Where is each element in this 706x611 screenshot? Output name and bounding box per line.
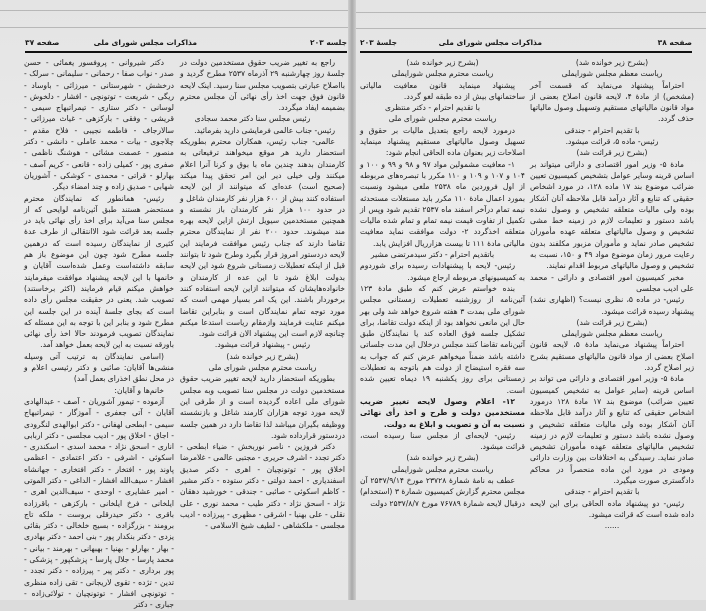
signature-line: با تقدیم احترام - جندقی bbox=[564, 487, 640, 497]
centered-line: (بشرح زیر خوانده شد) bbox=[406, 453, 479, 463]
scan-artifact-line bbox=[352, 28, 706, 29]
paragraph: درمورد لایحه راجع بتعدیل مالیات بر حقوق و تسهیل وصول مالیاتهای مستقیم پیشنهاد مینماید اصلاحات زیر بعنوان ماده الحاقی انجام شود: bbox=[360, 125, 525, 158]
scan-artifact-line bbox=[0, 27, 352, 28]
right-page bbox=[352, 0, 706, 600]
centered-line: (بشرح زیر قرائت شد) bbox=[576, 148, 648, 158]
signature-line: رئیس مجلس سنا دکتر محمد سجادی bbox=[194, 114, 311, 124]
text-column-left bbox=[360, 57, 525, 597]
paragraph: ۱- معافیت مشمولین مواد ۹۷ و ۹۸ و ۹۹ و ۱۰۰ و ۱۰۴ و ۱۰۷ و ۱۰۹ و ۱۱۰ مکرر با تبصره‌های مربوطه از اول فروردین ماه ۲۵۳۸ ملغی میشود ونسبت بمورد اعمال مادهٔ ۱۱۰ مکرر باید مستغلات مستحدثه نیمه تمام درآخر اسفند ماه ۲۵۳۷ تقدیم شود وپس از تکمیل از تفاوت قیمت نیمه تمام و تمام شده مالیات متعلقه اخذگردد ۲- دولت موافقت نماید معافیت مالیاتی مادهٔ ۱۱۱ تا بیست هزارریال افزایش یابد. bbox=[360, 159, 526, 248]
paragraph: پیشنهاد مینماید قانون معافیت مالیاتی ساختمانهای بیش از ده طبقه لغو گردد. bbox=[360, 80, 525, 101]
centered-line: ریاست معظم مجلس شورایملی bbox=[561, 329, 663, 339]
page-header bbox=[360, 38, 692, 50]
header-rule bbox=[360, 51, 692, 53]
page-header bbox=[25, 38, 347, 50]
centered-line: رئیس- ماده ۵، قرائت میشود. bbox=[565, 137, 659, 147]
header-rule bbox=[25, 51, 347, 53]
centered-line: ریاست معظم مجلس شورایملی bbox=[561, 69, 663, 79]
text-column-right bbox=[530, 57, 694, 597]
centered-line: رئیس - پیشنهاد قرائت میشود. bbox=[214, 340, 311, 350]
signature-line: باتقدیم احترام - دکتر سیدمرتضی مشیر bbox=[370, 250, 495, 260]
centered-line: ریاست محترم مجلس شورایملی bbox=[391, 464, 494, 474]
paragraph: رئیس- همانطور که نمایندگان محترم مستحضر هستند طبق آئین‌نامه لوایحی که از مجلس سنا می‌آید برای اخذ رأی نهائی باید در جلسه بعد قرائت شود الاانتقالی از طرف عدهٔ کثیری از نمایندگان رسیده است که درهمین جلسه مطرح شود چون این موضوع باز هم سابقه داشته‌است وعمل شده‌است آقایان و خانمها با این لایحه پیشنهاد موافقت میفرمایند خواهش میکنم قیام فرمایند (اکثر برخاستند) تصویب شد. یعنی در حقیقت مجلس رأی داده است که بجای جلسهٔ آینده در این جلسه این مطرح شود و بنابر این با توجه به این مسئله که نمایندگان تصویب فرمودند حالا اخذ رأی نهائی باورقه نسبت به این لایحه بعمل خواهد آمد. bbox=[24, 193, 174, 350]
paragraph: مادهٔ ۵- وزیر امور اقتصادی و دارائی می تواند بر اساس قرینه (سایر عوامل به تشخیص کمیسیون تعیین ضرائب) موضوع بند ۱۷ مادهٔ ۱۲۸ درمورد اشخاص حقیقی که تنابع و آثار درآمد قابل ملاحظه آنان آشکار بوده ولی مالیات متعلقه تشخیص و وصول نشده باشد دستور و تعلیمات لازم در زمینه تشخیص مالیاتهای متعلقه عهده مأموران تشخیص صادر نماید. رسیدگی به اختلافات بین وزارت دارائی ومودی در مورد این ماده منحصراً در محاکم دادگستری صورت میگیرد. bbox=[530, 374, 694, 485]
paragraph: آزموده - تیمور آشوریان - آصف - عبدالهادی آقایان - آتی جعفری - آموزگار - تیمراتبهاج سیمی - ابطحی لهفانی - دکتر ابوالهدی لنگرودی - اجاق - اخلاق پور - ادیب مجلسی - دکتر اربابی اناری - اسحق نژاد - محمد اسدی - اسکندری - اسکوئی - اشرفی - دکتر اعتمادی - اعظمی پاوند پور - افتخار - دکتر افتخاری - جهانشاه افشار - سیف‌الله افشار - الداغی - دکتر الموتی - امیر عشایری - اوحدی - سیف‌الدین اهری - ایلخانی - فرخ ایلخانی - بارکزهی - باقرزاده باقری - دکتر حیدرقلی بروست - ملکه تاج برومند - بزرگزاده - بسیج خلخالی - دکتر بقائی یزدی - دکتر بنکدار پور - بنی احمد - دکتر بهادری - بهار - بهارلو - بهنیا - بهبهانی - بهرمند - بیانی - محمد پارسا - جلال پارسا - پزشکپور - پزشکی - پور برداری - دکتر پیر - پیرزاده - دکتر تجدد - تدین - تژده - تقوی لاریجانی - تقی زاده منظری - توتونچی افشار - توتونچیان - تولائی‌زاده - جباری - دکتر bbox=[24, 396, 174, 610]
paragraph: بطوریکه استحضار دارید لایحه تغییر ضریب حقوق مستخدمین دولت در مجلس سنا تصویب وبه مجلس شورای ملی اعاده گردیده است و از طرفی این لایحه مورد توجه هزاران کارمند شاغل و بازنشسته ووظیفه بگیران میباشد لذا تقاضا دارد در همین جلسه دردستور قرارداده شود. bbox=[180, 374, 345, 440]
session-number: جلسهٔ ۲۰۳ bbox=[360, 38, 397, 47]
centered-line: (بشرح زیر قرائت شد) bbox=[576, 317, 648, 327]
paragraph: مادهٔ ۵- وزیر امور اقتصادی و دارائی میتواند بر اساس قرینه وسایر عوامل بتشخیص کمیسیون تعیین ضرائب موضوع بند ۱۷ ماده ۱۲۸، در مورد اشخاص حقیقی که تنابع و آثار درآمد قابل ملاحظه آنان آشکار بوده ولی مالیات متعلقه تشخیص و وصول نشده باشد دستور و تعلیمات لازم در زمینه خط مشی تشخیص و وصول مالیاتهای متعلقه عهده مأموران تشخیص صادر نماید و مأموران مزبور مکلفند بدون رعایت مرور زمان موضوع مواد ۴۹ و ۱۵۰، نسبت به تشخیص و وصول مالیاتهای مربوط اقدام نمایند. bbox=[530, 159, 694, 271]
paragraph: دکتر فروزین - ناصر نوربخش - ضیاء ابطحی - دکتر تجدد - اشرف حریری - مجتبی عالمی - غلامرضا اخلاق پور - توتونچیان - اهری - دکتر صدیق اسفندیاری - احمد دولتی - دکتر ستوده - دکتر مشیر - کاظم اسکوئی - صائبی - جندقی - خورشید دهقان نژاد - اسحق نژاد - دکتر طیب - محمد نوری - علی نقلی - علی بهنیا - اشرقی - مظهری - پیرزاده - ادیب مجلسی - ملکشاهی - لطیف شیخ الاسلامی - bbox=[180, 442, 345, 531]
paragraph: بنده خواستم عرض کنم که طبق مادهٔ ۱۲۳ آئین‌نامه از روزشنبه تعطیلات زمستانی مجلس شورای ملی بمدت ۳ هفته شروع خواهد شد ولی بهر حال این مانعی نخواهد بود از اینکه دولت تقاضا، برای تشکیل جلسه فوق العاده کند یا نمایندگان طبق آئین‌نامه تقاضا کنند مجلس درخلال این مدت جلساتی داشته باشد ضمناً میخواهم عرض کنم که جواب به سه فقره استیضاح از دولت هم باتوجه به تعطیلات زمستانی برای روز یکشنبه ۱۹ دیماه تعیین شده است. bbox=[360, 283, 525, 395]
section-heading: ۱۲- اعلام وصول لایحه تغییر ضریب مستخدمین دولت و طرح و اخذ رأی نهائی نسبت به آن و تصویب و ابلاغ به دولت. bbox=[360, 396, 525, 429]
paragraph: رئیس- لایحه‌ای از مجلس سنا رسیده است، قرائت میشود. bbox=[360, 430, 525, 452]
paragraph: راجع به تغییر ضریب حقوق مستخدمین دولت در جلسهٔ روز چهارشنبه ۲۹ آذرماه ۲۵۳۷ مطرح گردید و بااصلاح عبارتی بتصویب مجلس سنا رسید. اینک لایحه قانون فوق جهت اخذ رأی نهائی آن مجلس محترم بضمیمه ایفاد میگردد. bbox=[180, 58, 345, 113]
centered-line: ریاست محترم مجلس شورای ملی bbox=[388, 114, 497, 124]
centered-line: (بشرح زیر خوانده شد) bbox=[575, 58, 649, 67]
paragraph: مخبر کمیسیون امور اقتصادی و دارائی - محمد علی ادیب مجلسی bbox=[530, 272, 694, 293]
scan-artifact-line bbox=[352, 12, 706, 13]
text-column-left bbox=[24, 57, 174, 610]
paragraph: رئیس- لایحه با پیشنهادات رسیده برای شوردوم به کمیسیونهای مربوطه ارجاع میشود. bbox=[360, 261, 525, 282]
book-gutter-fold bbox=[348, 0, 356, 600]
text-column-right bbox=[180, 57, 345, 597]
centered-line: ریاست محترم مجلس شورای ملی bbox=[208, 363, 317, 373]
page-number: صفحه ۳۸ bbox=[657, 38, 692, 47]
paragraph: (اسامی نمایندگان به ترتیب آتی وسیله منشی‌ها آقایان: صائبی و دکتر رئیسی اعلام و در محل نطق اخذرای بعمل آمد) bbox=[24, 351, 174, 384]
signature-line: با تقدیم احترام - دکتر منتظری bbox=[385, 103, 480, 113]
paragraph: عالمی- جناب رئیس، همکاران محترم بطوریکه استحضار دارید هر موقع میخواهند ترفیعاتی به کارمندان بدهند چندین ماه با بوق و کرنا آنرا اعلام میکنند ولی خیلی دیر این امر تحقق پیدا میکند (صحیح است) عده‌ای که میتوانند از این لایحه استفاده کنند بیش از ۶۰۰ هزار نفر کارمندان شاغل و در حدود ۱۰۰ هزار نفر کارمندان باز نشسته و همچنین مستخدمین سیویل ارتش ازاین لایحه بهره مند میشوند. حدود ۲۰۰ نفر از نمایندگان محترم تقاضا دارند که جناب رئیس موافقت فرمایند این لایحه دردستور امروز قرار بگیرد وطرح شود تا بتوانند قبل از اینکه تعطیلات زمستانی شروع شود این لایحه بدولت ابلاغ شود تا این عده از کارمندان و خانواده‌هایشان که میتوانند ازاین لایحه استفاده کنند برخوردار باشند. این یک امر بسیار مهمی است که مورد توجه تمام نمایندگان است و بنابراین تقاضا میکنم عنایت فرمایند وازمقام ریاست استدعا میکنم چنانچه لازم است این پیشنهاد الان قرائت شود. bbox=[180, 137, 345, 339]
paragraph: رئیس- جناب عالمی فرمایشی دارید بفرمائید. bbox=[194, 125, 335, 135]
centered-line: (بشرح زیر خوانده شد) bbox=[406, 58, 479, 67]
publication-title: مذاکرات مجلس شورای ملی bbox=[93, 38, 197, 47]
paragraph: رئیس- دو پیشنهاد ماده الحاقی برای این لایحه داده شده است که قرائت میشود. bbox=[530, 498, 694, 519]
scan-artifact-line bbox=[0, 10, 352, 11]
paragraph: رئیس- در ماده ۵، نظری نیست؟ (اظهاری نشد) پیشنهاد رسیده قرائت میشود. bbox=[530, 295, 694, 316]
page-number: صفحه ۳۷ bbox=[25, 38, 60, 47]
publication-title: مذاکرات مجلس شورای ملی bbox=[438, 38, 542, 47]
paragraph: عطف به نامهٔ شمارهٔ ۲۳۷۲۸ مورخ ۲۵۳۷/۹/۱۴ آن مجلس محترم گزارش کمیسیون شمارهٔ ۳ (استخدام) درقبال لایحه شمارهٔ ۷۶۷۸۹ مورخ ۲۵۳۷/۸/۷ دولت bbox=[360, 475, 525, 508]
paragraph: خانم‌ها و آقایان: bbox=[114, 385, 164, 395]
paragraph: احتراماً پیشنهاد می‌نماید که قسمت آخر (مشخص) از مادهٔ ۴، لایحه قانون اصلاح بعضی از مواد قانون مالیاتهای مستقیم وتسهیل وصول مالیاتها حذف گردد. bbox=[530, 80, 694, 124]
signature-line: با تقدیم احترام - جندقی bbox=[564, 125, 640, 135]
centered-line: ...... bbox=[604, 521, 620, 531]
paragraph: دکتر شیروانی - پروفسور یغمائی - حسن صدر - نواب صفا - رحمانی - سلیمانی - سرلک - درخشش - شهرستانی - میرزائی - باوساد - ریگی - شریعت - توتونچی - افشار - دلخوش - لوسانی - دکتر ستاری - تیمراتبهاج سیمی - قریشی - وفقی - بارکزهی - غیاث میرزائی - سالارجاف - فاطمه نجیبی - فلاح مقدم - چلاجوی - بیات - محمد عاملی - دانشی - دکتر منصور - عصمت مشائی - هوشنگ ناظمی - صفری پور - کمیلی زاده - قانعی - کریم آصف - بهارلو - قراتی - محمدی - کوشکی - آشوریان شهابی - صدیق زاده و چند امضاء دیگر. bbox=[24, 58, 174, 192]
left-page bbox=[0, 0, 352, 610]
centered-line: ریاست محترم مجلس شورایملی bbox=[391, 69, 494, 79]
centered-line: (بشرح زیر خوانده شد) bbox=[226, 351, 299, 361]
paragraph: احتراماً پیشنهاد می‌نماید مادهٔ ۵، لایحه قانون اصلاح بعضی از مواد قانون مالیاتهای مستقیم بشرح زیر اصلاح گردد. bbox=[530, 340, 694, 373]
session-number: جلسه ۲۰۳ bbox=[310, 38, 347, 47]
